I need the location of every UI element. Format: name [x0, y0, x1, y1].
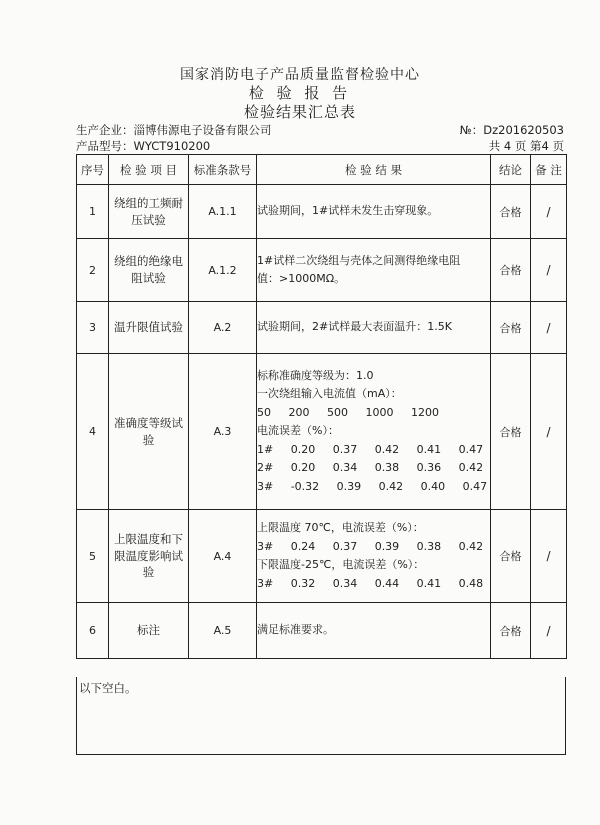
- row-clause: A.3: [189, 354, 257, 510]
- row-remark: [531, 603, 567, 659]
- row-result: [257, 302, 491, 354]
- result-line: 2# 0.20 0.34 0.38 0.36 0.42: [257, 461, 484, 475]
- row-item: 准确度等级试验: [109, 354, 189, 510]
- result-line: 下限温度-25℃，电流误差（%）：: [257, 558, 425, 571]
- row-item: 标注: [109, 603, 189, 659]
- product-model: 产品型号：WYCT910200: [76, 139, 211, 153]
- result-line: 值：>1000MΩ。: [257, 272, 346, 285]
- header-remark: 备 注: [531, 155, 567, 185]
- table-title: 检验结果汇总表: [243, 103, 356, 121]
- blank-area: [76, 677, 566, 755]
- row-conclusion: 合格: [491, 510, 531, 603]
- row-conclusion: 合格: [491, 603, 531, 659]
- result-line: 1# 0.20 0.37 0.42 0.41 0.47: [257, 442, 484, 456]
- row-result: [257, 510, 491, 603]
- report-number: №：Dz201620503: [459, 123, 564, 137]
- blank-note: 以下空白。: [79, 681, 137, 695]
- table-row: [77, 603, 567, 659]
- row-item: 温升限值试验: [109, 302, 189, 354]
- row-conclusion: 合格: [491, 354, 531, 510]
- table-row: [77, 302, 567, 354]
- row-no: 4: [77, 354, 109, 510]
- result-line: 上限温度 70℃，电流误差（%）：: [257, 521, 424, 534]
- row-conclusion: 合格: [491, 185, 531, 239]
- row-result: [257, 603, 491, 659]
- row-no: 5: [77, 510, 109, 603]
- table-row: [77, 354, 567, 510]
- row-no: 6: [77, 603, 109, 659]
- result-line: 一次绕组输入电流值（mA）：: [257, 387, 402, 401]
- header-conclusion: 结论: [491, 155, 531, 185]
- row-conclusion: 合格: [491, 302, 531, 354]
- row-clause: A.5: [189, 603, 257, 659]
- row-remark: [531, 510, 567, 603]
- result-line: 试验期间，2#试样最大表面温升：1.5K: [257, 320, 452, 334]
- slash-mark: /: [546, 424, 551, 439]
- result-line: 1#试样二次绕组与壳体之间测得绝缘电阻: [257, 253, 461, 267]
- page-indicator: 共 4 页 第4 页: [488, 139, 564, 153]
- header-result: 检 验 结 果: [257, 155, 491, 185]
- organization-title: 国家消防电子产品质量监督检验中心: [180, 67, 420, 83]
- row-remark: [531, 302, 567, 354]
- row-result: [257, 354, 491, 510]
- row-item: 上限温度和下限温度影响试验: [109, 510, 189, 603]
- result-line: 满足标准要求。: [257, 623, 334, 637]
- report-title: 检 验 报 告: [248, 84, 352, 102]
- row-remark: [531, 185, 567, 239]
- header-item: 检 验 项 目: [109, 155, 189, 185]
- header-no: 序号: [77, 155, 109, 185]
- header-clause: 标准条款号: [189, 155, 257, 185]
- row-conclusion: 合格: [491, 239, 531, 302]
- slash-mark: /: [546, 623, 551, 638]
- results-table: [76, 154, 567, 659]
- result-line: 试验期间，1#试样未发生击穿现象。: [257, 204, 439, 218]
- row-no: 3: [77, 302, 109, 354]
- row-result: [257, 185, 491, 239]
- row-item: 绕组的工频耐压试验: [109, 185, 189, 239]
- table-header-row: [77, 155, 567, 185]
- table-row: [77, 185, 567, 239]
- row-result: [257, 239, 491, 302]
- slash-mark: /: [546, 204, 551, 219]
- row-clause: A.2: [189, 302, 257, 354]
- table-row: [77, 239, 567, 302]
- row-no: 1: [77, 185, 109, 239]
- result-line: 3# -0.32 0.39 0.42 0.40 0.47: [257, 479, 488, 493]
- result-line: 电流误差（%）：: [257, 424, 339, 438]
- manufacturer: 生产企业：淄博伟源电子设备有限公司: [76, 123, 272, 137]
- row-remark: [531, 354, 567, 510]
- slash-mark: /: [546, 549, 551, 563]
- row-remark: [531, 239, 567, 302]
- row-clause: A.1.2: [189, 239, 257, 302]
- row-item: 绕组的绝缘电阻试验: [109, 239, 189, 302]
- row-no: 2: [77, 239, 109, 302]
- row-clause: A.1.1: [189, 185, 257, 239]
- result-line: 50 200 500 1000 1200: [257, 405, 439, 419]
- slash-mark: /: [546, 263, 551, 277]
- result-line: 3# 0.24 0.37 0.39 0.38 0.42: [257, 539, 484, 553]
- row-clause: A.4: [189, 510, 257, 603]
- table-row: [77, 510, 567, 603]
- result-line: 3# 0.32 0.34 0.44 0.41 0.48: [257, 576, 484, 590]
- slash-mark: /: [546, 320, 551, 335]
- result-line: 标称准确度等级为：1.0: [257, 368, 374, 382]
